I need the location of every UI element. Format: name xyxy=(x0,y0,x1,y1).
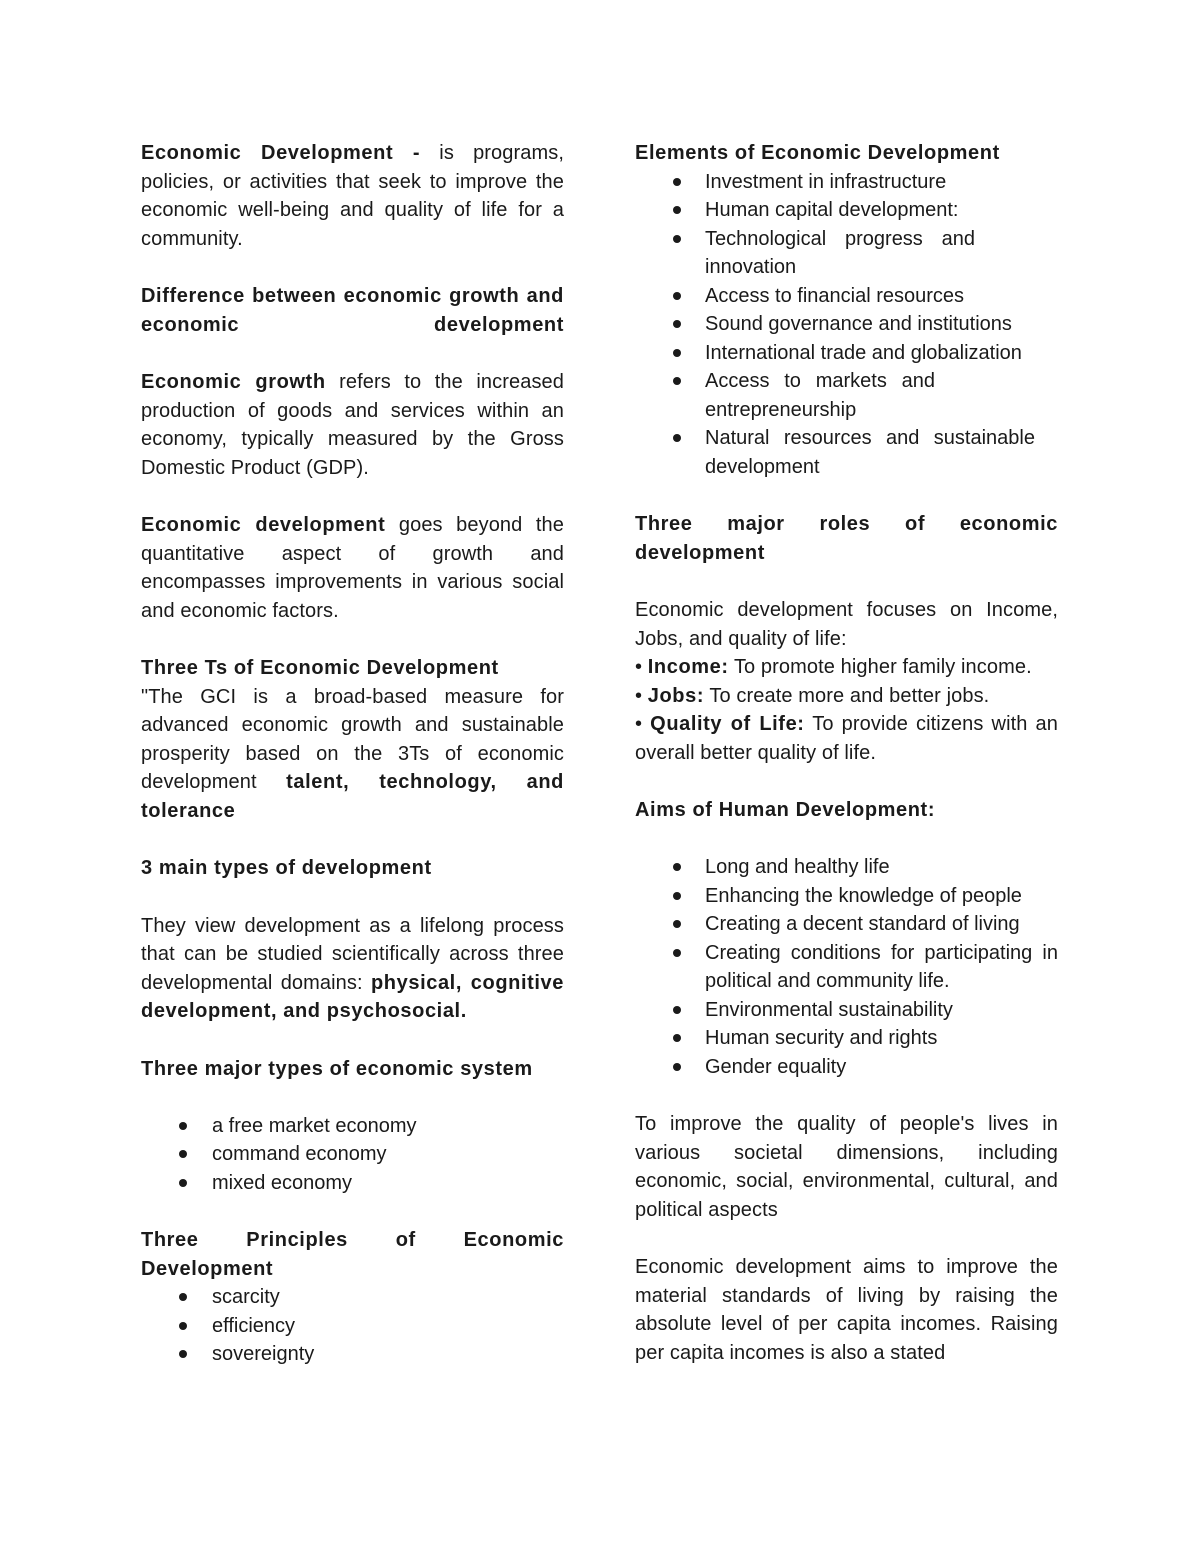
list-item-text: Sound governance and institutions xyxy=(705,313,1012,335)
role-term: Quality of Life: xyxy=(650,713,805,735)
bullet-icon xyxy=(673,320,681,328)
principles-list xyxy=(141,1283,564,1369)
aims-heading-text: Aims of Human Development: xyxy=(635,799,936,821)
list-item xyxy=(635,282,1058,311)
bullet-icon xyxy=(673,178,681,186)
list-item-text: Access to markets and entrepreneurship xyxy=(705,370,935,421)
list-item-text: Gender equality xyxy=(705,1055,847,1078)
list-item xyxy=(635,1053,1058,1082)
list-item-text: Human capital development: xyxy=(705,199,959,221)
improve-paragraph: To improve the quality of people's lives in various societal dimensions, including economic, social, environmental, cultural, and political aspects xyxy=(635,1113,1058,1221)
role-text: To provide citizens with an overall better quality of life. xyxy=(635,713,1058,764)
role-text: To promote higher family income. xyxy=(728,656,1032,678)
list-item xyxy=(141,1140,564,1169)
role-term: Jobs: xyxy=(647,684,705,707)
roles-heading-text: Three major roles of economic development xyxy=(635,513,1058,564)
bullet-icon xyxy=(673,235,681,243)
bullet-icon xyxy=(673,434,681,442)
list-item-text: Environmental sustainability xyxy=(705,998,953,1021)
bullet-icon xyxy=(179,1293,187,1301)
bullet-icon xyxy=(673,949,681,957)
elements-heading xyxy=(635,139,1058,168)
development-text: goes beyond the quantitative aspect of growth and encompasses improvements in various social and economic factors. xyxy=(141,514,564,622)
elements-list xyxy=(635,168,1058,482)
difference-heading-text: Difference between economic growth and economic development xyxy=(141,285,564,336)
aims-heading xyxy=(635,796,1058,825)
roles-heading xyxy=(635,510,1058,567)
list-item-text: efficiency xyxy=(212,1314,296,1337)
bullet-icon xyxy=(673,349,681,357)
list-item xyxy=(141,1169,564,1198)
bullet-icon: • xyxy=(635,713,651,735)
role-income xyxy=(635,653,1058,682)
list-item-text: Enhancing the knowledge of people xyxy=(705,884,1022,907)
definition-paragraph xyxy=(141,139,564,253)
definition-text: is programs, policies, or activities that seek to improve the economic well-being and quality of life for a community. xyxy=(141,142,564,250)
aims-paragraph: Economic development aims to improve the material standards of living by raising the absolute level of per capita incomes. Raising per capita incomes is also a stated xyxy=(635,1256,1058,1364)
list-item-text: command economy xyxy=(212,1143,387,1165)
list-item xyxy=(635,225,975,282)
types-heading xyxy=(141,854,564,883)
three-ts-heading xyxy=(141,654,564,683)
development-term: Economic development xyxy=(141,514,386,536)
list-item xyxy=(635,882,1058,911)
list-item xyxy=(635,1024,1058,1053)
bullet-icon xyxy=(179,1122,187,1130)
bullet-icon xyxy=(673,892,681,900)
bullet-icon: • xyxy=(635,684,648,707)
three-ts-text: "The GCI is a broad-based measure for advanced economic growth and sustainable prosperity based on the 3Ts of economic development xyxy=(141,685,564,793)
types-text: They view development as a lifelong process that can be studied scientifically across three developmental domains: xyxy=(141,914,564,994)
bullet-icon xyxy=(673,1034,681,1042)
system-list xyxy=(141,1112,564,1198)
list-item xyxy=(635,910,1058,939)
list-item xyxy=(635,196,1058,225)
list-item-text: a free market economy xyxy=(212,1114,417,1137)
bullet-icon xyxy=(673,206,681,214)
bullet-icon: • xyxy=(635,656,648,678)
growth-term: Economic growth xyxy=(141,371,326,393)
list-item xyxy=(635,424,1035,481)
role-quality xyxy=(635,710,1058,767)
list-item xyxy=(141,1312,564,1341)
bullet-icon xyxy=(673,1006,681,1014)
bullet-icon xyxy=(673,863,681,871)
bullet-icon xyxy=(673,377,681,385)
bullet-icon xyxy=(673,292,681,300)
list-item-text: Natural resources and sustainable development xyxy=(705,427,1035,478)
roles-intro: Economic development focuses on Income, Jobs, and quality of life: xyxy=(635,599,1058,650)
list-item-text: Technological progress and innovation xyxy=(705,227,975,278)
role-term: Income: xyxy=(647,656,729,678)
system-heading-text: Three major types of economic system xyxy=(141,1057,533,1080)
development-paragraph xyxy=(141,511,564,625)
list-item-text: sovereignty xyxy=(212,1343,315,1365)
three-ts-heading-text: Three Ts of Economic Development xyxy=(141,657,499,679)
list-item xyxy=(635,367,935,424)
definition-term: Economic Development - xyxy=(141,142,421,164)
bullet-icon xyxy=(179,1179,187,1187)
role-jobs xyxy=(635,682,1058,711)
list-item xyxy=(141,1112,564,1141)
list-item-text: Investment in infrastructure xyxy=(705,170,947,193)
aims-list xyxy=(635,853,1058,1081)
list-item xyxy=(635,939,1058,996)
list-item xyxy=(635,339,1058,368)
types-bold: physical, cognitive development, and psychosocial. xyxy=(141,971,564,1022)
list-item-text: scarcity xyxy=(212,1286,280,1308)
bullet-icon xyxy=(179,1322,187,1330)
types-paragraph xyxy=(141,912,564,1026)
principles-heading xyxy=(141,1226,564,1283)
list-item-text: Creating conditions for participating in political and community life. xyxy=(705,941,1058,992)
list-item-text: Long and healthy life xyxy=(705,856,890,878)
list-item xyxy=(141,1283,564,1312)
list-item xyxy=(635,310,1058,339)
left-column xyxy=(141,139,564,1398)
types-heading-text: 3 main types of development xyxy=(141,857,432,879)
bullet-icon xyxy=(179,1150,187,1158)
list-item-text: Creating a decent standard of living xyxy=(705,913,1020,935)
bullet-icon xyxy=(179,1350,187,1358)
list-item-text: Access to financial resources xyxy=(705,284,965,307)
bullet-icon xyxy=(673,920,681,928)
list-item xyxy=(635,168,1058,197)
system-heading xyxy=(141,1055,564,1084)
growth-text: refers to the increased production of goods and services within an economy, typically measured by the Gross Domestic Product (GDP). xyxy=(141,371,564,479)
difference-heading xyxy=(141,282,564,339)
list-item-text: International trade and globalization xyxy=(705,341,1022,364)
list-item xyxy=(635,853,1058,882)
three-ts-bold: talent, technology, and tolerance xyxy=(141,771,565,822)
role-text: To create more and better jobs. xyxy=(704,684,990,707)
list-item-text: Human security and rights xyxy=(705,1027,938,1049)
list-item xyxy=(141,1340,564,1369)
right-column xyxy=(635,139,1058,1396)
list-item-text: mixed economy xyxy=(212,1171,353,1194)
elements-heading-text: Elements of Economic Development xyxy=(635,142,1000,164)
bullet-icon xyxy=(673,1063,681,1071)
growth-paragraph xyxy=(141,368,564,482)
three-ts-paragraph xyxy=(141,683,564,826)
principles-heading-text: Three Principles of Economic Development xyxy=(141,1229,564,1280)
list-item xyxy=(635,996,1058,1025)
